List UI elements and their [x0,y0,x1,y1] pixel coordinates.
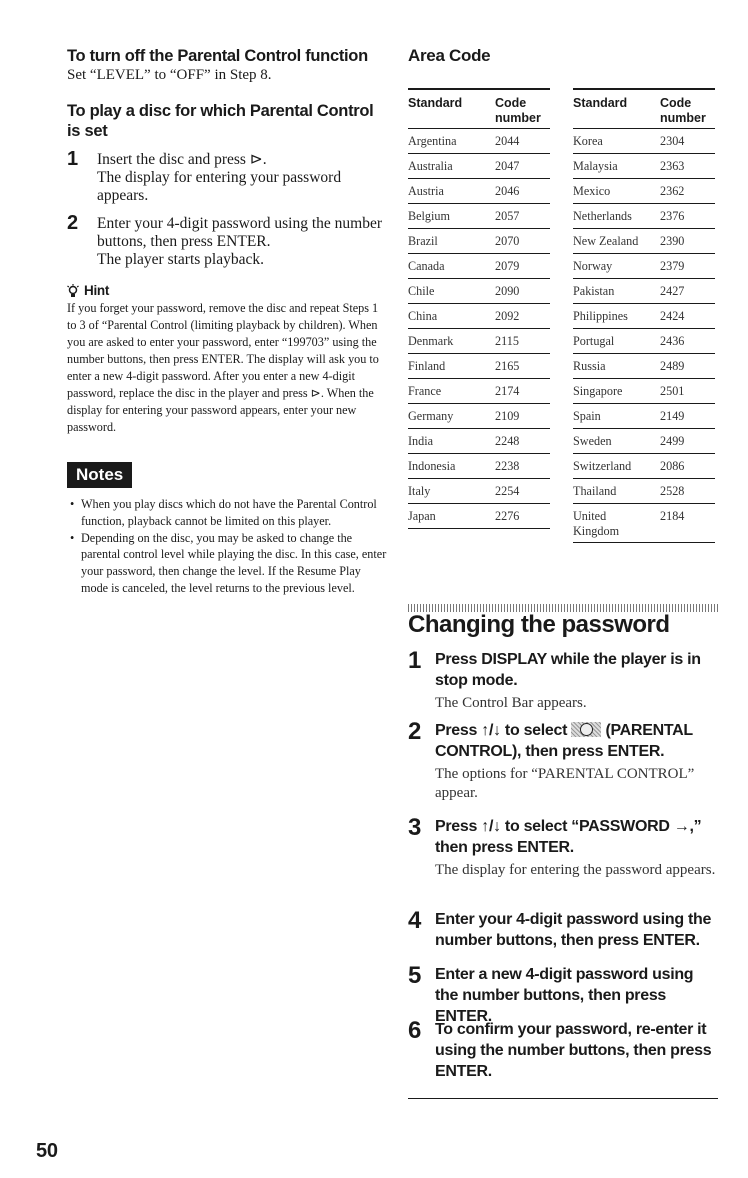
play-step-2-desc: The player starts playback. [97,251,264,268]
country-name: Russia [573,359,606,373]
area-code-title: Area Code [408,46,491,65]
country-name: Pakistan [573,284,615,298]
country-code: 2248 [495,434,520,448]
table-row [408,153,550,178]
country-name: United Kingdom [573,509,620,538]
country-code: 2362 [660,184,685,198]
notes-list [67,496,387,597]
table-row [573,178,715,203]
country-name: India [408,434,434,448]
country-code: 2070 [495,234,520,248]
country-name: Indonesia [408,459,456,473]
country-code: 2304 [660,134,685,148]
country-name: Brazil [408,234,438,248]
country-code: 2057 [495,209,520,223]
play-step-1-desc: The display for entering your password appears. [97,169,342,204]
country-code: 2276 [495,509,520,523]
country-code: 2499 [660,434,685,448]
country-code: 2379 [660,259,685,273]
country-code: 2115 [495,334,519,348]
country-code: 2174 [495,384,520,398]
section-end-rule [408,1098,718,1099]
country-code: 2086 [660,459,685,473]
table-row [408,128,550,153]
country-name: Austria [408,184,444,198]
play-step-2: 2 Enter your 4-digit password using the number buttons, then press ENTER. The player starts playback. [67,215,387,269]
table-row [573,253,715,278]
country-name: Belgium [408,209,450,223]
table-row [573,128,715,153]
table-row [408,303,550,328]
left-column [67,46,387,597]
table-row [573,278,715,303]
country-code: 2090 [495,284,520,298]
changing-password-title: Changing the password [408,611,670,638]
country-name: China [408,309,438,323]
table-header: Standard Code number [408,96,541,125]
change-step-6: 6 To confirm your password, re-enter it using the number buttons, then press ENTER. [408,1017,712,1080]
table-row [408,378,550,403]
change-step-4: 4 Enter your 4-digit password using the number buttons, then press ENTER. [408,907,712,949]
country-code: 2165 [495,359,520,373]
country-code: 2046 [495,184,520,198]
table-row [573,453,715,478]
table-row [573,478,715,503]
country-code: 2436 [660,334,685,348]
table-row [573,153,715,178]
heading-play-disc: To play a disc for which Parental Control is set [67,102,374,140]
country-code: 2528 [660,484,685,498]
table-row [573,303,715,328]
country-name: Chile [408,284,435,298]
heading-turn-off: To turn off the Parental Control function [67,47,368,65]
notes-block [67,462,387,597]
table-row [573,503,715,543]
country-code: 2238 [495,459,520,473]
country-name: Denmark [408,334,454,348]
country-code: 2376 [660,209,685,223]
country-name: Australia [408,159,453,173]
note-item: • When you play discs which do not have the Parental Control function, playback cannot be limited on this player. [70,497,377,528]
country-name: Malaysia [573,159,618,173]
country-code: 2424 [660,309,685,323]
country-name: Finland [408,359,446,373]
country-name: Japan [408,509,436,523]
country-name: Korea [573,134,603,148]
table-row [408,503,550,529]
play-step-1: 1 Insert the disc and press ⊳. The display for entering your password appears. [67,151,387,205]
table-row [408,228,550,253]
parental-control-icon [571,722,601,737]
table-row [408,478,550,503]
hint-text: If you forget your password, remove the disc and repeat Steps 1 to 3 of “Parental Control (limiting playback by children). When you are asked to enter your password, enter “199703” using the number buttons, then press ENTER. The display will ask you to enter a new 4-digit password. After you enter a new 4-digit password, replace the disc in the player and press ⊳. When the display for entering your password appears, enter your new password. [67,301,379,434]
country-code: 2079 [495,259,520,273]
change-step-5: 5 Enter a new 4-digit password using the number buttons, then press ENTER. [408,962,694,1025]
country-code: 2044 [495,134,520,148]
lightbulb-icon [67,284,79,298]
country-name: Thailand [573,484,617,498]
area-code-tables [408,88,718,613]
table-row [408,403,550,428]
turn-off-text: Set “LEVEL” to “OFF” in Step 8. [67,67,272,83]
country-name: Italy [408,484,431,498]
country-name: Sweden [573,434,612,448]
page-number: 50 [36,1140,58,1162]
table-row [408,453,550,478]
change-step-2: 2 Press ↑/↓ to select (PARENTAL CONTROL), then press ENTER. The options for “PARENTAL CONTROL” appear. [408,718,695,801]
table-header: Standard Code number [573,96,706,125]
right-column [408,46,718,1080]
country-name: Mexico [573,184,611,198]
table-row [408,428,550,453]
table-row [408,278,550,303]
country-name: Portugal [573,334,615,348]
country-name: Germany [408,409,454,423]
country-name: Argentina [408,134,457,148]
country-code: 2390 [660,234,685,248]
table-row [573,403,715,428]
table-row [573,228,715,253]
country-code: 2149 [660,409,685,423]
play-step-2-text: Enter your 4-digit password using the number buttons, then press ENTER. [97,215,382,250]
country-name: Philippines [573,309,628,323]
country-name: Norway [573,259,613,273]
table-row [573,378,715,403]
country-code: 2092 [495,309,520,323]
area-table-right [573,88,715,543]
country-code: 2501 [660,384,685,398]
change-step-1: 1 Press DISPLAY while the player is in stop mode. The Control Bar appears. [408,647,701,711]
area-table-left [408,88,550,529]
table-row [408,353,550,378]
table-row [408,253,550,278]
table-row [408,203,550,228]
table-row [573,203,715,228]
notes-badge: Notes [67,462,132,488]
country-code: 2427 [660,284,685,298]
country-name: Switzerland [573,459,632,473]
country-code: 2047 [495,159,520,173]
table-row [573,428,715,453]
play-step-1-text: Insert the disc and press ⊳. [97,151,267,168]
change-step-3: 3 Press ↑/↓ to select “PASSWORD →,” then press ENTER. The display for entering the password appears. [408,814,716,878]
country-name: Netherlands [573,209,632,223]
country-name: Singapore [573,384,623,398]
table-row [573,328,715,353]
table-row [408,328,550,353]
country-name: France [408,384,442,398]
country-name: Spain [573,409,601,423]
country-name: New Zealand [573,234,639,248]
table-row [408,178,550,203]
note-item: • Depending on the disc, you may be asked to change the parental control level while playing the disc. In this case, enter your password, then change the level. If the Resume Play mode is canceled, the level returns to the previous level. [70,530,387,595]
hint-title: Hint [67,283,387,298]
country-code: 2489 [660,359,685,373]
country-code: 2254 [495,484,520,498]
country-code: 2184 [660,509,685,523]
table-row [573,353,715,378]
country-code: 2363 [660,159,685,173]
country-code: 2109 [495,409,520,423]
country-name: Canada [408,259,445,273]
